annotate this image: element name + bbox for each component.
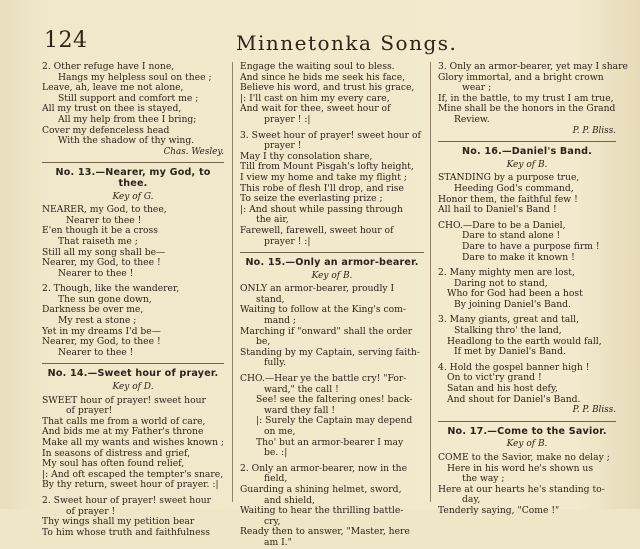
- lyric-line: |: And oft escaped the tempter's snare,: [42, 468, 224, 480]
- lyric-line: All my trust on thee is stayed,: [42, 103, 182, 115]
- lyric-line: By joining Daniel's Band.: [454, 298, 571, 310]
- lyric-line: Tenderly saying, "Come !": [438, 504, 560, 516]
- lyric-line: On to vict'ry grand !: [447, 372, 542, 384]
- lyric-line: 2. Only an armor-bearer, now in the: [240, 462, 408, 474]
- lyric-line: Here at our hearts he's standing to-: [438, 483, 605, 495]
- column-left: [42, 62, 224, 538]
- lyric-line: Nearer to thee !: [58, 267, 134, 279]
- lyric-line: mand ;: [264, 315, 297, 327]
- lyric-line: The sun gone down,: [58, 293, 152, 305]
- lyric-line: COME to the Savior, make no delay ;: [438, 452, 610, 463]
- lyric-line: That raiseth me ;: [58, 235, 138, 247]
- lyric-line: 3. Sweet hour of prayer! sweet hour of: [240, 129, 421, 141]
- section-rule: [438, 141, 616, 142]
- lyric-line: NEARER, my God, to thee,: [42, 204, 167, 216]
- lyric-line: am I.": [264, 536, 292, 548]
- lyric-line: Cover my defenceless head: [42, 124, 170, 136]
- key-signature: Key of D.: [112, 382, 154, 393]
- lyric-line: 2. Sweet hour of prayer! sweet hour: [42, 494, 212, 506]
- key-signature: Key of B.: [506, 439, 548, 450]
- lyric-line: Yet in my dreams I'd be—: [42, 325, 161, 337]
- section-rule: [42, 363, 224, 364]
- lyric-line: of prayer!: [66, 405, 113, 417]
- lyric-line: day,: [462, 494, 481, 506]
- lyric-line: ONLY an armor-bearer, proudly I: [240, 283, 395, 295]
- lyric-line: Standing by my Captain, serving faith-: [240, 346, 420, 358]
- lyric-line: May I thy consolation share,: [240, 150, 373, 162]
- lyric-line: E'en though it be a cross: [42, 225, 158, 237]
- section-rule: [42, 162, 224, 163]
- lyric-line: This robe of flesh I'll drop, and rise: [240, 182, 404, 194]
- section-rule: [240, 252, 424, 253]
- lyric-line: 3. Only an armor-bearer, yet may I share: [438, 61, 628, 72]
- lyric-line: I view my home and take my flight ;: [240, 171, 407, 183]
- song-title: No. 13.—Nearer, my God, to thee.: [55, 167, 211, 189]
- section-rule: [438, 421, 616, 422]
- lyric-line: Hangs my helpless soul on thee ;: [58, 71, 212, 83]
- column-divider-right: [430, 62, 431, 502]
- lyric-line: Still all my song shall be—: [42, 246, 166, 258]
- lyric-line: of prayer !: [66, 505, 116, 517]
- lyric-line: Waiting to hear the thrilling battle-: [240, 505, 404, 517]
- lyric-line: fully.: [264, 357, 287, 369]
- lyric-line: Daring not to stand,: [454, 277, 548, 289]
- lyric-line: 4. Hold the gospel banner high !: [438, 361, 590, 373]
- lyric-line: be,: [256, 336, 271, 348]
- lyric-line: ward," the call !: [264, 383, 339, 395]
- lyric-line: All my help from thee I bring;: [58, 113, 197, 125]
- book-title: Minnetonka Songs.: [236, 31, 458, 55]
- song-title: No. 16.—Daniel's Band.: [461, 146, 593, 158]
- lyric-line: And shout for Daniel's Band.: [447, 393, 581, 405]
- lyric-line: Nearer, my God, to thee !: [42, 336, 161, 348]
- column-divider-left: [232, 62, 233, 502]
- lyric-line: Review.: [454, 113, 490, 125]
- lyric-line: Who for God had been a host: [447, 288, 583, 300]
- lyric-line: To him whose truth and faithfulness: [42, 526, 210, 538]
- lyric-line: prayer !: [264, 140, 302, 152]
- lyric-line: Still support and comfort me ;: [58, 92, 199, 104]
- lyric-line: Leave, ah, leave me not alone,: [42, 82, 184, 94]
- lyric-line: Engage the waiting soul to bless.: [240, 61, 395, 72]
- lyric-line: |: I'll cast on him my every care,: [240, 92, 390, 104]
- lyric-line: Believe his word, and trust his grace,: [240, 82, 415, 94]
- lyric-line: ward they fall !: [264, 404, 336, 416]
- lyric-line: 2. Many mighty men are lost,: [438, 267, 575, 279]
- lyric-line: Dare to stand alone !: [462, 230, 561, 242]
- lyric-line: 2. Though, like the wanderer,: [42, 283, 180, 295]
- key-signature: Key of B.: [311, 270, 353, 281]
- lyric-line: My soul has often found relief,: [42, 458, 185, 470]
- lyric-line: wear ;: [462, 82, 492, 94]
- lyric-line: Here in his word he's shown us: [447, 462, 594, 474]
- lyric-line: Darkness be over me,: [42, 304, 144, 316]
- lyric-line: And since he bids me seek his face,: [240, 71, 406, 83]
- lyric-line: Tho' but an armor-bearer I may: [256, 436, 404, 448]
- lyric-line: In seasons of distress and grief,: [42, 447, 190, 459]
- lyric-line: Till from Mount Pisgah's lofty height,: [240, 161, 414, 173]
- lyric-line: stand,: [256, 293, 285, 305]
- key-signature: Key of B.: [506, 159, 548, 170]
- lyric-line: Stalking thro' the land,: [454, 325, 562, 337]
- lyric-line: With the shadow of thy wing.: [58, 135, 195, 147]
- lyric-line: Mine shall be the honors in the Grand: [438, 103, 616, 115]
- lyric-line: Ready then to answer, "Master, here: [240, 526, 410, 538]
- lyric-line: Nearer to thee !: [66, 214, 142, 226]
- lyric-line: and shield,: [264, 494, 315, 506]
- lyric-line: And bids me at my Father's throne: [42, 426, 204, 438]
- column-right: [438, 61, 628, 517]
- lyric-line: Dare to have a purpose firm !: [462, 240, 600, 252]
- lyric-line: Dare to make it known !: [462, 251, 575, 263]
- author-attribution: P. P. Bliss.: [572, 125, 616, 136]
- author-attribution: Chas. Wesley.: [163, 146, 224, 157]
- lyric-line: That calls me from a world of care,: [42, 415, 206, 427]
- lyric-line: Farewell, farewell, sweet hour of: [240, 224, 394, 236]
- lyric-line: 2. Other refuge have I none,: [42, 61, 175, 72]
- lyric-line: If met by Daniel's Band.: [454, 346, 566, 358]
- lyric-line: prayer ! :|: [264, 235, 311, 247]
- lyric-line: Make all my wants and wishes known ;: [42, 437, 225, 448]
- lyric-line: prayer ! :|: [264, 113, 311, 125]
- lyric-line: the way ;: [462, 473, 505, 485]
- lyric-line: Guarding a shining helmet, sword,: [240, 483, 402, 495]
- lyric-line: Satan and his host defy,: [447, 383, 558, 395]
- lyric-line: Glory immortal, and a bright crown: [438, 71, 604, 83]
- lyric-line: the air,: [256, 214, 289, 226]
- lyric-line: Heeding God's command,: [454, 182, 574, 194]
- lyric-line: SWEET hour of prayer! sweet hour: [42, 394, 206, 406]
- lyric-line: Waiting to follow at the King's com-: [240, 304, 406, 316]
- lyric-line: Headlong to the earth would fall,: [447, 335, 602, 347]
- author-attribution: P. P. Bliss.: [572, 405, 616, 416]
- lyric-line: |: And shout while passing through: [240, 203, 403, 215]
- lyric-line: Nearer, my God, to thee !: [42, 257, 161, 269]
- song-title: No. 14.—Sweet hour of prayer.: [47, 368, 219, 380]
- page-number: 124: [44, 28, 88, 53]
- lyric-line: To seize the everlasting prize ;: [240, 193, 383, 205]
- lyric-line: If, in the battle, to my trust I am true,: [438, 92, 614, 104]
- lyric-line: 3. Many giants, great and tall,: [438, 314, 580, 326]
- column-middle: [240, 62, 424, 549]
- lyric-line: See! see the faltering ones! back-: [256, 394, 413, 406]
- lyric-line: CHO.—Dare to be a Daniel,: [438, 219, 566, 231]
- lyric-line: field,: [264, 473, 288, 485]
- lyric-line: Honor them, the faithful few !: [438, 193, 578, 205]
- lyric-line: My rest a stone ;: [58, 315, 137, 327]
- song-title: No. 15.—Only an armor-bearer.: [245, 257, 419, 269]
- lyric-line: CHO.—Hear ye the battle cry! "For-: [240, 373, 407, 385]
- lyric-line: be. :|: [264, 447, 288, 459]
- key-signature: Key of G.: [112, 191, 154, 202]
- lyric-line: on me,: [264, 426, 296, 437]
- lyric-line: And wait for thee, sweet hour of: [240, 103, 391, 115]
- lyric-line: All hail to Daniel's Band !: [438, 204, 557, 216]
- lyric-line: Nearer to thee !: [58, 346, 134, 358]
- lyric-line: By thy return, sweet hour of prayer. :|: [42, 479, 219, 491]
- lyric-line: Marching if "onward" shall the order: [240, 325, 413, 337]
- lyric-line: Thy wings shall my petition bear: [42, 516, 195, 528]
- lyric-line: STANDING by a purpose true,: [438, 172, 580, 184]
- lyric-line: cry,: [264, 515, 281, 527]
- song-title: No. 17.—Come to the Savior.: [447, 425, 607, 437]
- lyric-line: |: Surely the Captain may depend: [256, 415, 413, 427]
